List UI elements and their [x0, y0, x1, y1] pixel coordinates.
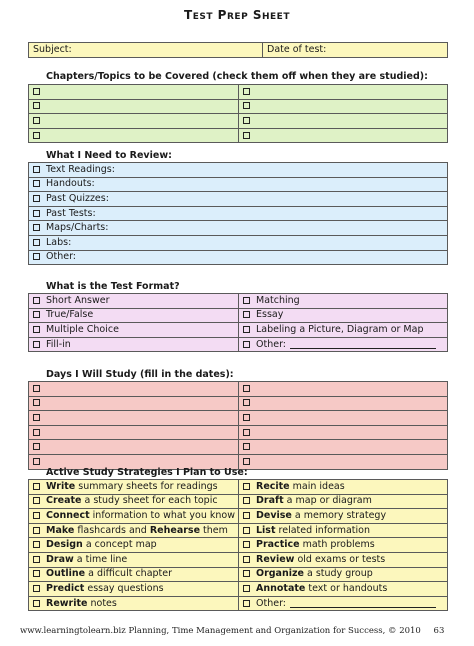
checkbox[interactable] — [33, 180, 40, 187]
study-day-entry[interactable] — [239, 396, 448, 411]
table-row — [29, 85, 448, 100]
item-label: a memory strategy — [291, 509, 387, 521]
item-label: Multiple Choice — [46, 323, 119, 335]
strategy-option[interactable] — [29, 596, 239, 611]
format-option[interactable] — [29, 294, 239, 309]
strategy-verb: Rehearse — [149, 524, 201, 536]
study-day-entry[interactable] — [29, 411, 239, 426]
subject-field[interactable]: Subject: — [29, 43, 263, 58]
checkbox[interactable] — [243, 527, 250, 534]
checkbox[interactable] — [243, 443, 250, 450]
format-table — [28, 293, 448, 352]
checkbox[interactable] — [243, 297, 250, 304]
format-option[interactable] — [239, 294, 448, 309]
strategy-option[interactable] — [29, 509, 239, 524]
checkbox[interactable] — [243, 429, 250, 436]
strategy-option[interactable] — [239, 538, 448, 553]
strategy-option[interactable] — [239, 567, 448, 582]
checkbox[interactable] — [33, 88, 40, 95]
strategy-verb: Outline — [46, 568, 86, 580]
study-day-entry[interactable] — [239, 382, 448, 397]
chapter-entry[interactable] — [239, 85, 448, 100]
chapter-entry[interactable] — [239, 128, 448, 143]
item-label: text or handouts — [305, 582, 388, 594]
fill-in-line[interactable] — [290, 340, 436, 349]
strategy-verb: Practice — [256, 539, 300, 551]
table-row — [29, 221, 448, 236]
checkbox[interactable] — [243, 132, 250, 139]
review-heading: What I Need to Review: — [46, 150, 172, 161]
chapters-heading: Chapters/Topics to be Covered (check them off when they are studied): — [46, 71, 428, 82]
checkbox[interactable] — [33, 527, 40, 534]
review-table — [28, 162, 448, 265]
checkbox[interactable] — [243, 326, 250, 333]
checkbox[interactable] — [33, 429, 40, 436]
item-label: Matching — [256, 294, 300, 306]
checkbox[interactable] — [243, 117, 250, 124]
study-day-entry[interactable] — [239, 440, 448, 455]
strategy-verb: Predict — [46, 582, 85, 594]
review-item[interactable] — [29, 206, 448, 221]
checkbox[interactable] — [33, 570, 40, 577]
checkbox[interactable] — [33, 117, 40, 124]
checkbox[interactable] — [33, 414, 40, 421]
checkbox[interactable] — [243, 385, 250, 392]
checkbox[interactable] — [243, 570, 250, 577]
item-label: a study group — [303, 568, 373, 580]
checkbox[interactable] — [33, 239, 40, 246]
item-label: True/False — [46, 309, 94, 321]
strategy-option[interactable] — [239, 494, 448, 509]
checkbox[interactable] — [33, 341, 40, 348]
review-item[interactable] — [29, 192, 448, 207]
checkbox[interactable] — [33, 224, 40, 231]
fill-in-line[interactable] — [290, 599, 436, 608]
checkbox[interactable] — [33, 195, 40, 202]
format-option[interactable] — [29, 308, 239, 323]
strategy-verb: List — [256, 524, 276, 536]
table-row — [29, 480, 448, 495]
format-option[interactable] — [239, 308, 448, 323]
checkbox[interactable] — [33, 556, 40, 563]
chapter-entry[interactable] — [29, 114, 239, 129]
table-row — [29, 582, 448, 597]
checkbox[interactable] — [243, 556, 250, 563]
table-row — [29, 192, 448, 207]
table-row — [29, 163, 448, 178]
item-label: old exams or tests — [294, 553, 386, 565]
checkbox[interactable] — [33, 102, 40, 109]
days-table — [28, 381, 448, 470]
checkbox[interactable] — [243, 483, 250, 490]
table-row — [29, 523, 448, 538]
table-row — [29, 337, 448, 352]
table-row — [29, 114, 448, 129]
date-of-test-field[interactable]: Date of test: — [263, 43, 448, 58]
checkbox[interactable] — [33, 541, 40, 548]
strategy-option[interactable] — [29, 480, 239, 495]
format-heading: What is the Test Format? — [46, 281, 180, 292]
item-label: a difficult chapter — [85, 568, 173, 580]
strategy-verb: Devise — [256, 509, 292, 521]
strategy-verb: Create — [46, 495, 82, 507]
table-row — [29, 509, 448, 524]
strategy-option[interactable] — [239, 596, 448, 611]
checkbox[interactable] — [33, 512, 40, 519]
table-row — [29, 538, 448, 553]
footer-text: Planning, Time Management and Organization for Success, © 2010 — [128, 626, 421, 636]
item-label: a concept map — [82, 539, 157, 551]
checkbox[interactable] — [33, 132, 40, 139]
table-row — [29, 411, 448, 426]
page-number: 63 — [433, 626, 445, 636]
checkbox[interactable] — [33, 297, 40, 304]
checkbox[interactable] — [33, 385, 40, 392]
table-row — [29, 294, 448, 309]
checkbox[interactable] — [33, 458, 40, 465]
strategy-option[interactable] — [29, 494, 239, 509]
format-option[interactable] — [239, 337, 448, 352]
checkbox[interactable] — [243, 541, 250, 548]
checkbox[interactable] — [243, 585, 250, 592]
table-row — [29, 308, 448, 323]
table-row — [29, 250, 448, 265]
strategy-verb: Organize — [256, 568, 304, 580]
chapter-entry[interactable] — [29, 99, 239, 114]
chapters-table — [28, 84, 448, 143]
item-label: Other: — [256, 338, 287, 350]
strategy-option[interactable] — [239, 480, 448, 495]
checkbox[interactable] — [243, 102, 250, 109]
strategy-option[interactable] — [29, 538, 239, 553]
checkbox[interactable] — [243, 399, 250, 406]
strategy-verb: Recite — [256, 480, 290, 492]
item-label: them — [200, 524, 228, 536]
table-row — [29, 494, 448, 509]
item-label: related information — [275, 524, 370, 536]
strategy-option[interactable] — [239, 582, 448, 597]
checkbox[interactable] — [33, 497, 40, 504]
strategy-option[interactable] — [239, 523, 448, 538]
table-row — [29, 425, 448, 440]
checkbox[interactable] — [243, 512, 250, 519]
footer-site: www.learningtolearn.biz — [20, 626, 126, 636]
checkbox[interactable] — [33, 585, 40, 592]
item-label: Essay — [256, 309, 284, 321]
checkbox[interactable] — [243, 600, 250, 607]
checkbox[interactable] — [33, 311, 40, 318]
subject-date-table — [28, 42, 448, 58]
strategy-option[interactable] — [29, 523, 239, 538]
item-label: math problems — [299, 539, 375, 551]
item-label: Handouts: — [46, 178, 95, 190]
table-row — [29, 206, 448, 221]
checkbox[interactable] — [243, 88, 250, 95]
checkbox[interactable] — [33, 600, 40, 607]
strategy-option[interactable] — [29, 567, 239, 582]
page-title: TEST PREP SHEET — [184, 8, 290, 22]
checkbox[interactable] — [33, 483, 40, 490]
item-label: notes — [87, 597, 117, 609]
study-day-entry[interactable] — [29, 396, 239, 411]
checkbox[interactable] — [243, 414, 250, 421]
strategy-option[interactable] — [29, 552, 239, 567]
strategies-table — [28, 479, 448, 611]
strategy-verb: Annotate — [256, 582, 306, 594]
review-item[interactable] — [29, 250, 448, 265]
item-label: Maps/Charts: — [46, 222, 109, 234]
strategy-verb: Design — [46, 539, 83, 551]
item-label: Past Tests: — [46, 207, 96, 219]
checkbox[interactable] — [243, 497, 250, 504]
item-label: Labs: — [46, 236, 72, 248]
format-option[interactable] — [29, 323, 239, 338]
checkbox[interactable] — [243, 311, 250, 318]
table-row — [29, 323, 448, 338]
chapter-entry[interactable] — [239, 114, 448, 129]
study-day-entry[interactable] — [239, 425, 448, 440]
table-row — [29, 99, 448, 114]
strategy-verb: Draft — [256, 495, 284, 507]
item-label: Other: — [256, 597, 287, 609]
strategies-heading: Active Study Strategies I Plan to Use: — [46, 467, 248, 478]
strategy-verb: Connect — [46, 509, 90, 521]
strategy-verb: Draw — [46, 553, 74, 565]
item-label: a time line — [73, 553, 128, 565]
study-day-entry[interactable] — [239, 454, 448, 469]
item-label: Short Answer — [46, 294, 110, 306]
item-label: summary sheets for readings — [75, 480, 218, 492]
study-day-entry[interactable] — [29, 382, 239, 397]
item-label: Past Quizzes: — [46, 192, 109, 204]
review-item[interactable] — [29, 235, 448, 250]
review-item[interactable] — [29, 163, 448, 178]
item-label: Labeling a Picture, Diagram or Map — [256, 323, 424, 335]
table-row — [29, 235, 448, 250]
table-row — [29, 396, 448, 411]
table-row — [29, 552, 448, 567]
checkbox[interactable] — [33, 443, 40, 450]
checkbox[interactable] — [33, 399, 40, 406]
checkbox[interactable] — [243, 458, 250, 465]
page-footer — [20, 626, 460, 636]
strategy-verb: Make — [46, 524, 75, 536]
item-label: Other: — [46, 251, 77, 263]
chapter-entry[interactable] — [29, 128, 239, 143]
review-item[interactable] — [29, 177, 448, 192]
checkbox[interactable] — [33, 253, 40, 260]
chapter-entry[interactable] — [29, 85, 239, 100]
review-item[interactable] — [29, 221, 448, 236]
table-row — [29, 128, 448, 143]
study-day-entry[interactable] — [239, 411, 448, 426]
study-day-entry[interactable] — [29, 425, 239, 440]
table-row — [29, 567, 448, 582]
checkbox[interactable] — [33, 210, 40, 217]
table-row — [29, 596, 448, 611]
strategy-option[interactable] — [29, 582, 239, 597]
strategy-option[interactable] — [239, 552, 448, 567]
item-label: a map or diagram — [283, 495, 372, 507]
checkbox[interactable] — [33, 166, 40, 173]
item-label: a study sheet for each topic — [81, 495, 218, 507]
strategy-verb: Review — [256, 553, 295, 565]
chapter-entry[interactable] — [239, 99, 448, 114]
item-label: information to what you know — [89, 509, 236, 521]
table-row — [29, 177, 448, 192]
strategy-verb: Rewrite — [46, 597, 88, 609]
checkbox[interactable] — [33, 326, 40, 333]
strategy-option[interactable] — [239, 509, 448, 524]
format-option[interactable] — [239, 323, 448, 338]
item-label: essay questions — [84, 582, 164, 594]
item-label: main ideas — [289, 480, 345, 492]
checkbox[interactable] — [243, 341, 250, 348]
item-label: Fill-in — [46, 338, 71, 350]
table-row — [29, 440, 448, 455]
table-row — [29, 382, 448, 397]
days-heading: Days I Will Study (fill in the dates): — [46, 369, 234, 380]
study-day-entry[interactable] — [29, 440, 239, 455]
item-label: flashcards and — [74, 524, 150, 536]
format-option[interactable] — [29, 337, 239, 352]
strategy-verb: Write — [46, 480, 76, 492]
item-label: Text Readings: — [46, 163, 115, 175]
